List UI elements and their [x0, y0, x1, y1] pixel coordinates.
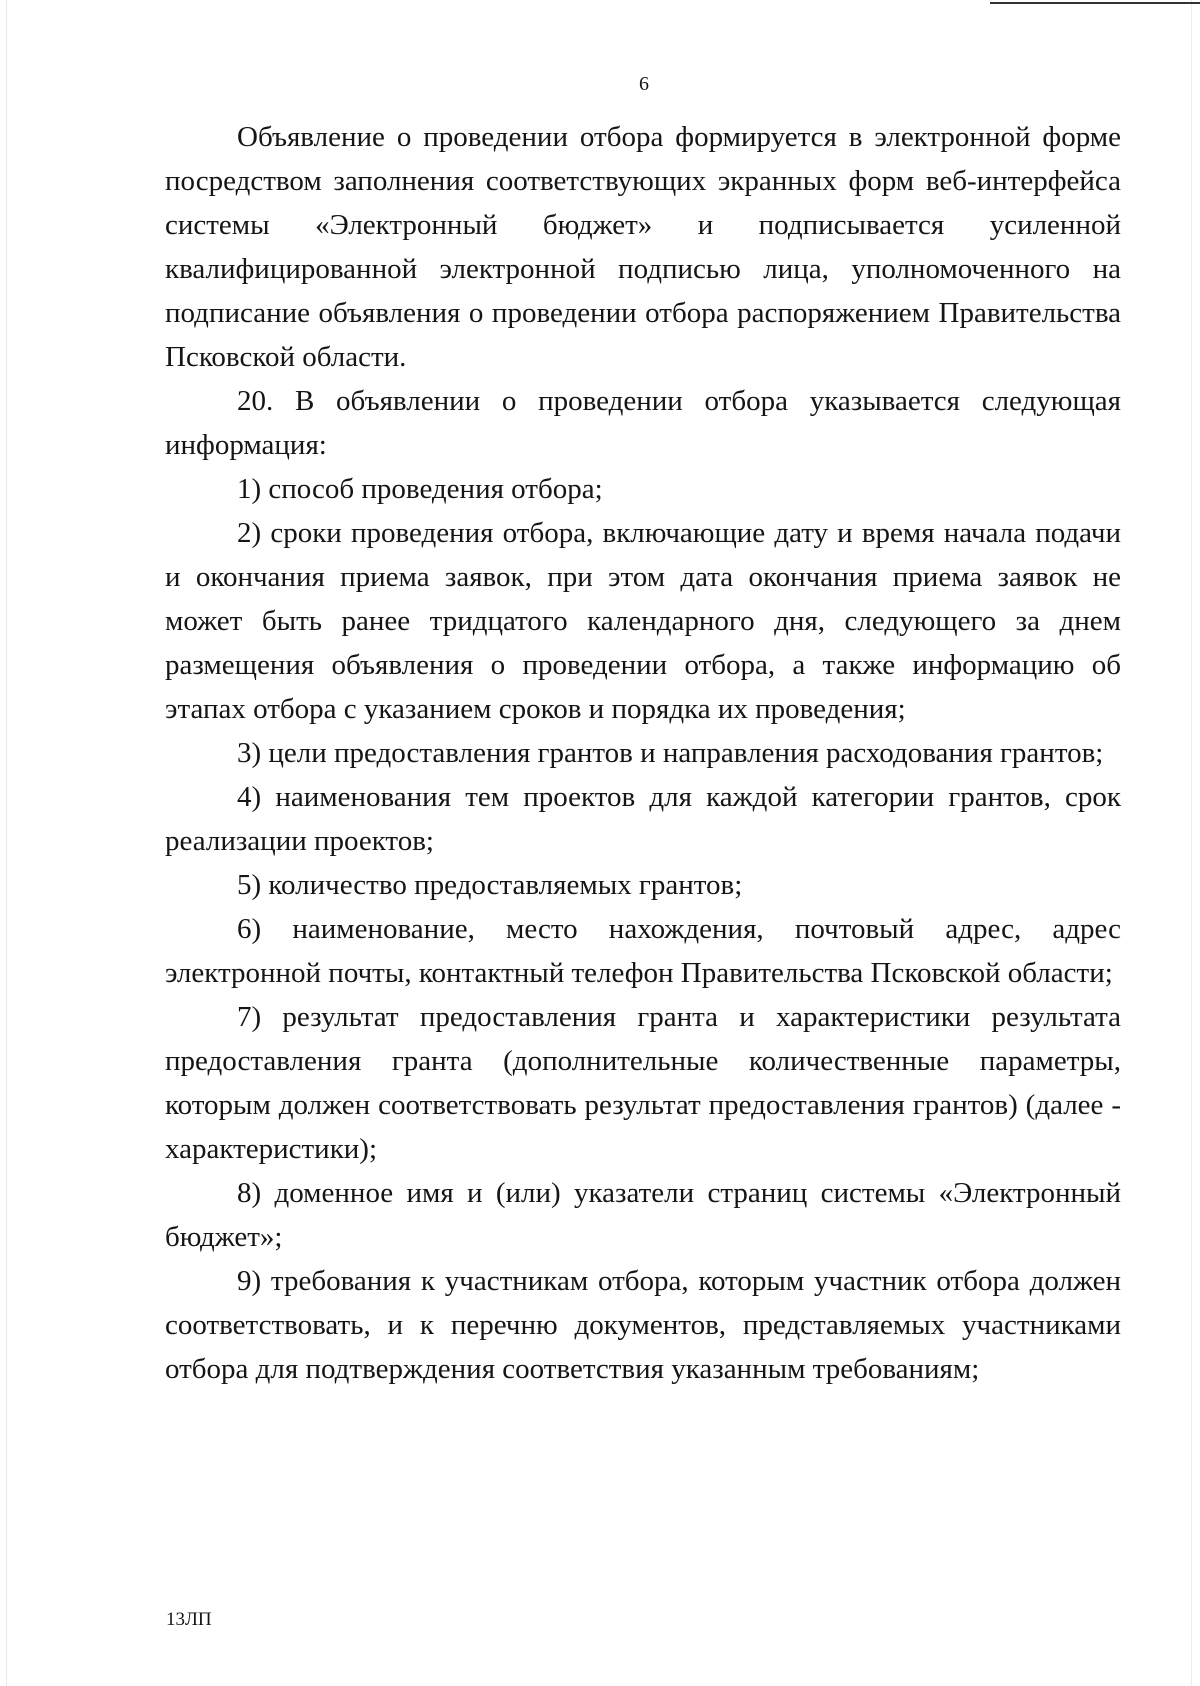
scan-edge-right — [1191, 0, 1192, 1686]
list-item-6: 6) наименование, место нахождения, почтовый адрес, адрес электронной почты, контактный телефон Правительства Псковской области; — [165, 913, 1121, 989]
paragraph-20: 20. В объявлении о проведении отбора указывается следующая информация: — [165, 385, 1121, 461]
footer-code: 13ЛП — [166, 1609, 212, 1630]
list-item-3: 3) цели предоставления грантов и направления расходования грантов; — [237, 737, 1104, 769]
list-item-7: 7) результат предоставления гранта и характеристики результата предоставления гранта (дополнительные количественные параметры, которым должен соответствовать результат предоставления грантов) (далее - характеристики); — [165, 1001, 1121, 1165]
list-item-4: 4) наименования тем проектов для каждой категории грантов, срок реализации проектов; — [165, 781, 1121, 857]
paragraph-announcement-form: Объявление о проведении отбора формируется в электронной форме посредством заполнения соответствующих экранных форм веб-интерфейса системы «Электронный бюджет» и подписывается усиленной квалифицированной электронной подписью лица, уполномоченного на подписание объявления о проведении отбора распоряжением Правительства Псковской области. — [165, 121, 1121, 373]
list-item-2: 2) сроки проведения отбора, включающие дату и время начала подачи и окончания приема заявок, при этом дата окончания приема заявок не может быть ранее тридцатого календарного дня, следующего за днем размещения объявления о проведении отбора, а также информацию об этапах отбора с указанием сроков и порядка их проведения; — [165, 517, 1121, 725]
page-number: 6 — [639, 73, 649, 95]
top-rule — [990, 2, 1200, 4]
list-item-9: 9) требования к участникам отбора, которым участник отбора должен соответствовать, и к перечню документов, представляемых участниками отбора для подтверждения соответствия указанным требованиям; — [165, 1265, 1121, 1385]
list-item-1: 1) способ проведения отбора; — [237, 473, 603, 505]
scan-edge-left — [6, 0, 7, 1686]
list-item-8: 8) доменное имя и (или) указатели страниц системы «Электронный бюджет»; — [165, 1177, 1121, 1253]
list-item-5: 5) количество предоставляемых грантов; — [237, 869, 743, 901]
document-body — [165, 115, 1121, 1391]
